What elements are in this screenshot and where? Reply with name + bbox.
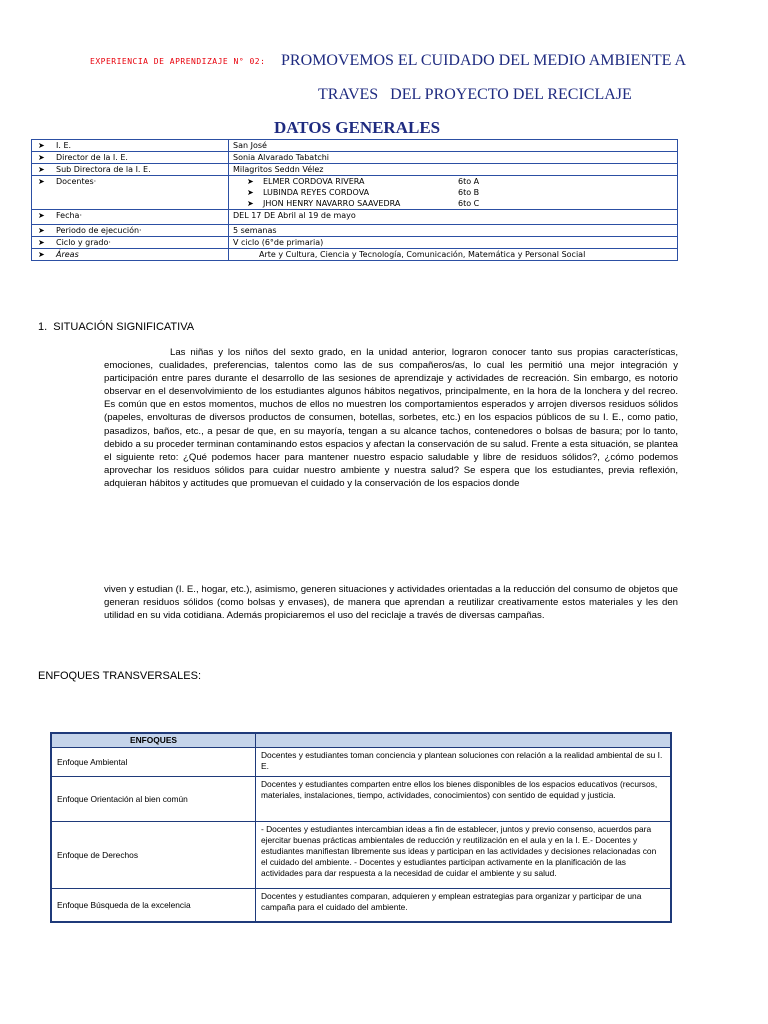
docente-item [233,198,673,209]
row-docentes [32,176,678,210]
ciclo-value: V ciclo (6°de primaria) [229,237,678,249]
periodo-label: Periodo de ejecución· [56,226,142,235]
docente-item [233,176,673,187]
ie-label: I. E. [56,141,72,150]
subdirectora-value: Milagritos Seddn Vélez [229,164,678,176]
docente-grade: 6to A [458,177,480,186]
enfoque-desc: - Docentes y estudiantes intercambian ideas a fin de establecer, juntos y previo consenso, acuerdos para ejercitar buenas prácticas ambientales de reducción y reutilización en el aula y en la I. E.- Docentes y estudiantes manifiestan libremente sus ideas y participan en las actividades y decisiones relacionadas con el cuidado del ambiente. - Docentes y estudiantes participan activamente en la planificación de las actividades para dar respuesta a la necesidad de cuidar el ambiente y su salud. [256,822,672,889]
enfoque-row [51,889,671,923]
enfoque-row [51,822,671,889]
enfoque-name: Enfoque Ambiental [51,748,256,777]
enfoque-desc: Docentes y estudiantes comparten entre ellos los bienes disponibles de los espacios educativos (recursos, materiales, instalaciones, tiempo, actividades, conocimientos) con sentido de equidad y justicia. [256,777,672,822]
datos-generales-heading: DATOS GENERALES [274,118,441,137]
title-line-1: PROMOVEMOS EL CUIDADO DEL MEDIO AMBIENTE A [281,52,687,69]
situacion-paragraph-2: viven y estudian (I. E., hogar, etc.), asimismo, generen situaciones y actividades orientadas a la reducción del consumo de objetos que generan residuos sólidos (como bolsas y envases), de manera que aprendan a reutilizar creativamente estos materiales y les den utilidad en su vida cotidiana. Además propiciaremos el uso del reciclaje a través de diversas campañas. [104,584,678,622]
bullet-arrow-icon: ➤ [247,177,254,186]
docente-name: JHON HENRY NAVARRO SAAVEDRA [263,199,401,208]
bullet-arrow-icon: ➤ [38,226,45,235]
situacion-paragraph-1: Las niñas y los niños del sexto grado, en la unidad anterior, lograron conocer tanto sus propias características, emociones, cualidades, preferencias, talentos como las de sus compañeros/as, lo cual les permitió una mejor integración y participación entre pares durante el desarrollo de las sesiones de aprendizaje y actividades de recreación. Sin embargo, es notorio observar en el desenvolvimiento de los estudiantes algunos hábitos negativos, principalmente, en la hora de la lonchera y del recreo. Es común que en estos momentos, muchos de ellos no muestren los comportamientos esperados y arrojen diversos residuos sólidos (papeles, envolturas de diversos productos de consumen, botellas, sorbetes, etc.) en los espacios públicos de su I. E., como patio, pasadizos, baños, etc., a pesar de que, en su mayoría, tengan a su alcance tachos, contenedores o bolsas de basura; por lo tanto, debido a su proceder terminan contaminando estos espacios y afectan la conservación de su salud. Frente a esta situación, se plantea el siguiente reto: ¿Qué podemos hacer para mantener nuestro espacio saludable y libre de residuos sólidos?, ¿cómo podemos aprovechar los residuos sólidos para cuidar nuestro ambiente y nuestra salud? Se espera que los estudiantes, previa reflexión, adquieran hábitos y actitudes que promuevan el cuidado y la conservación de los espacios donde [104,347,678,489]
docentes-list [229,176,678,210]
enfoques-header-empty [256,733,672,748]
row-director [32,152,678,164]
director-label: Director de la I. E. [56,153,128,162]
bullet-arrow-icon: ➤ [247,188,254,197]
row-ie [32,140,678,152]
enfoque-name: Enfoque Búsqueda de la excelencia [51,889,256,923]
areas-value: Arte y Cultura, Ciencia y Tecnología, Comunicación, Matemática y Personal Social [229,249,678,261]
ciclo-label: Ciclo y grado· [56,238,111,247]
docentes-label: Docentes· [56,177,97,186]
periodo-value: 5 semanas [229,225,678,237]
row-subdirectora [32,164,678,176]
docente-item [233,187,673,198]
enfoque-row [51,777,671,822]
row-areas [32,249,678,261]
enfoques-table [50,732,672,923]
enfoque-desc: Docentes y estudiantes toman conciencia y plantean soluciones con relación a la realidad ambiental de su I. E. [256,748,672,777]
enfoques-header-row [51,733,671,748]
bullet-arrow-icon: ➤ [38,153,45,162]
docente-grade: 6to B [458,188,480,197]
bullet-arrow-icon: ➤ [38,238,45,247]
row-ciclo [32,237,678,249]
bullet-arrow-icon: ➤ [38,165,45,174]
fecha-value: DEL 17 DE Abril al 19 de mayo [229,210,678,225]
subdirectora-label: Sub Directora de la I. E. [56,165,151,174]
enfoques-column-header: ENFOQUES [51,733,256,748]
docente-name: LUBINDA REYES CORDOVA [263,188,370,197]
fecha-label: Fecha· [56,211,82,220]
enfoque-row [51,748,671,777]
datos-generales-table [31,139,678,261]
bullet-arrow-icon: ➤ [38,250,45,259]
areas-label: Áreas [56,250,79,259]
situacion-heading: 1. SITUACIÓN SIGNIFICATIVA [38,321,195,333]
bullet-arrow-icon: ➤ [38,141,45,150]
docente-grade: 6to C [458,199,480,208]
experiencia-label: EXPERIENCIA DE APRENDIZAJE N° 02: [90,57,266,66]
enfoques-heading: ENFOQUES TRANSVERSALES: [38,670,202,682]
bullet-arrow-icon: ➤ [247,199,254,208]
ie-value: San José [229,140,678,152]
enfoque-name: Enfoque de Derechos [51,822,256,889]
bullet-arrow-icon: ➤ [38,177,45,186]
director-value: Sonia Alvarado Tabatchi [229,152,678,164]
row-periodo [32,225,678,237]
row-fecha [32,210,678,225]
docente-name: ELMER CORDOVA RIVERA [263,177,365,186]
title-line-2: TRAVES DEL PROYECTO DEL RECICLAJE [318,86,632,103]
enfoque-name: Enfoque Orientación al bien común [51,777,256,822]
enfoque-desc: Docentes y estudiantes comparan, adquieren y emplean estrategias para organizar y participar de una campaña para el cuidado del ambiente. [256,889,672,923]
bullet-arrow-icon: ➤ [38,211,45,220]
